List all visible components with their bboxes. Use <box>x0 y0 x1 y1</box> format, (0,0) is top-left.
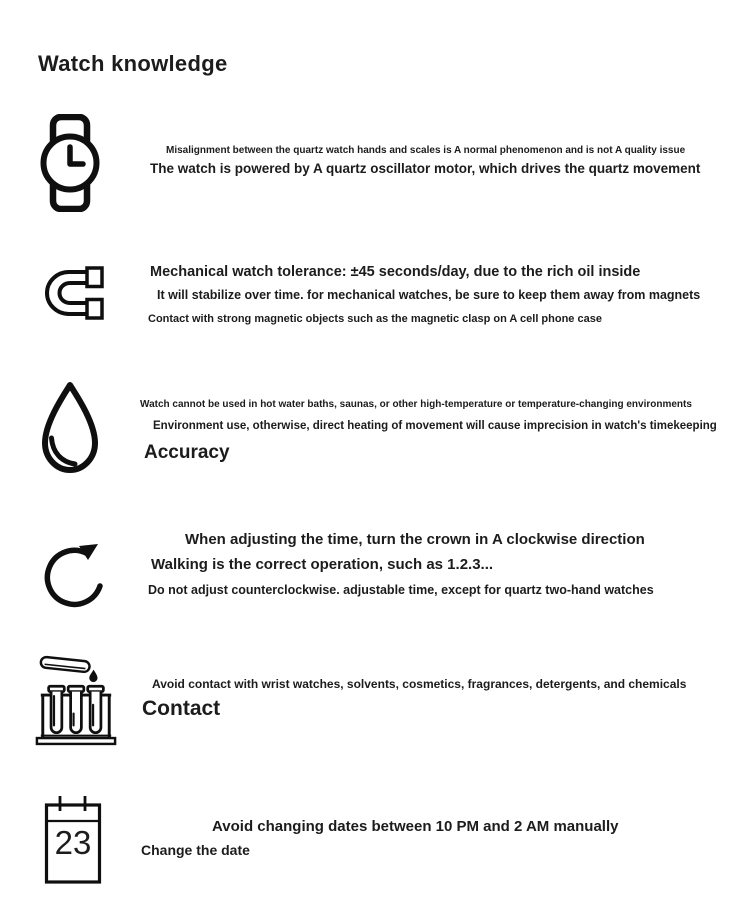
calendar-day-number: 23 <box>54 824 92 861</box>
quartz-note-small: Misalignment between the quartz watch hands and scales is A normal phenomenon and is not A quality issue <box>166 145 686 156</box>
change-date-heading: Change the date <box>141 842 250 858</box>
magnet-contact-line: Contact with strong magnetic objects such as the magnetic clasp on A cell phone case <box>148 313 602 325</box>
calendar-icon <box>43 793 103 885</box>
clockwise-arrow-icon <box>42 526 108 614</box>
adjust-walking-line: Walking is the correct operation, such as 1.2.3... <box>151 556 494 573</box>
temperature-environment-line: Environment use, otherwise, direct heating of movement will cause imprecision in watch's timekeeping <box>153 420 717 432</box>
adjust-clockwise-line: When adjusting the time, turn the crown in A clockwise direction <box>185 531 645 548</box>
page-title: Watch knowledge <box>38 50 228 76</box>
wristwatch-icon <box>38 114 102 212</box>
chemicals-warning-line: Avoid contact with wrist watches, solvents, cosmetics, fragrances, detergents, and chemicals <box>152 677 687 691</box>
contact-heading: Contact <box>142 697 221 720</box>
accuracy-heading: Accuracy <box>144 442 230 463</box>
magnet-tolerance-line: Mechanical watch tolerance: ±45 seconds/day, due to the rich oil inside <box>150 264 641 280</box>
magnet-stabilize-line: It will stabilize over time. for mechanical watches, be sure to keep them away from magnets <box>157 288 701 302</box>
magnet-icon <box>42 264 106 322</box>
date-warning-line: Avoid changing dates between 10 PM and 2 AM manually <box>212 818 619 835</box>
test-tubes-icon <box>33 648 119 748</box>
quartz-note-main: The watch is powered by A quartz oscillator motor, which drives the quartz movement <box>150 161 701 176</box>
adjust-counterclockwise-line: Do not adjust counterclockwise. adjustable time, except for quartz two-hand watches <box>148 583 654 597</box>
temperature-warning-line: Watch cannot be used in hot water baths, saunas, or other high-temperature or temperature-changing environments <box>140 399 692 410</box>
water-drop-icon <box>38 380 102 475</box>
